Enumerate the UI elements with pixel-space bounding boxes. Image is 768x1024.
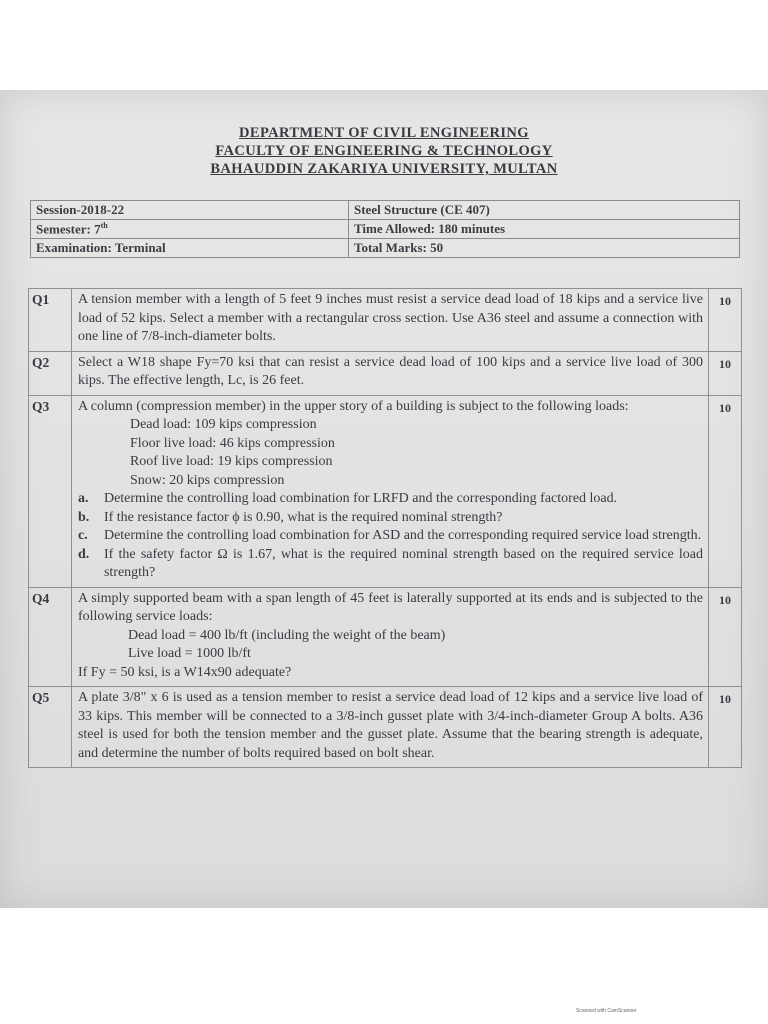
question-row-q1 xyxy=(29,289,742,352)
semester-text: Semester: 7 xyxy=(36,221,101,237)
semester-suffix: th xyxy=(100,221,108,230)
question-marks: 10 xyxy=(709,587,742,687)
sub-question-letter: a. xyxy=(77,491,89,506)
document-header xyxy=(0,124,768,178)
time-allowed-cell: Time Allowed: 180 minutes xyxy=(349,220,740,239)
exam-info-table xyxy=(30,200,740,258)
question-number: Q5 xyxy=(29,687,72,768)
question-intro: A column (compression member) in the upper story of a building is subject to the following loads: xyxy=(77,398,629,414)
question-text: A plate 3/8" x 6 is used as a tension member to resist a service dead load of 12 kips and a service live load of 33 kips. This member will be connected to a 3/8-inch gusset plate with 3/4-inch-diameter Group A bolts. A36 steel is used for both the tension member and the gusset plate. Assume that the bearing strength is adequate, and determine the number of bolts required based on bolt shear. xyxy=(71,687,708,768)
question-closing: If Fy = 50 ksi, is a W14x90 adequate? xyxy=(77,664,292,680)
load-item: Snow: 20 kips compression xyxy=(129,472,285,488)
faculty-title: FACULTY OF ENGINEERING & TECHNOLOGY xyxy=(215,143,553,159)
course-cell: Steel Structure (CE 407) xyxy=(349,201,740,220)
university-title: BAHAUDDIN ZAKARIYA UNIVERSITY, MULTAN xyxy=(210,161,558,177)
load-item: Floor live load: 46 kips compression xyxy=(129,435,335,451)
sub-question xyxy=(78,527,703,546)
semester-cell xyxy=(31,220,349,239)
question-marks: 10 xyxy=(709,289,742,352)
question-text: A tension member with a length of 5 feet 9 inches must resist a service dead load of 18 kips and a service live load of 52 kips. Select a member with a rectangular cross section. Use A36 steel and assume a connection with one line of 7/8-inch-diameter bolts. xyxy=(71,289,708,352)
sub-question xyxy=(78,490,703,509)
total-marks-cell: Total Marks: 50 xyxy=(349,239,740,258)
question-marks: 10 xyxy=(709,687,742,768)
examination-cell: Examination: Terminal xyxy=(31,239,349,258)
load-item: Dead load: 109 kips compression xyxy=(129,417,317,432)
sub-question-text: If the safety factor Ω is 1.67, what is the required nominal strength based on the required service load strength? xyxy=(103,546,704,580)
question-row-q3 xyxy=(29,395,742,587)
sub-question-letter: b. xyxy=(77,509,90,525)
question-number: Q1 xyxy=(29,289,72,352)
question-text: Select a W18 shape Fy=70 ksi that can resist a service dead load of 100 kips and a service live load of 300 kips. The effective length, Lc, is 26 feet. xyxy=(71,351,708,395)
question-row-q4 xyxy=(29,587,742,687)
questions-table xyxy=(28,288,742,768)
question-intro: A simply supported beam with a span length of 45 feet is laterally supported at its ends and is subjected to the following service loads: xyxy=(77,590,704,624)
sub-question-text: Determine the controlling load combination for ASD and the corresponding required service load strength. xyxy=(103,528,702,543)
sub-question-text: Determine the controlling load combination for LRFD and the corresponding factored load. xyxy=(103,491,618,506)
question-body xyxy=(71,395,708,587)
question-number: Q3 xyxy=(29,395,72,587)
question-marks: 10 xyxy=(709,351,742,395)
question-number: Q4 xyxy=(29,587,72,687)
sub-question-letter: d. xyxy=(77,546,90,562)
sub-question xyxy=(78,546,703,583)
department-title: DEPARTMENT OF CIVIL ENGINEERING xyxy=(239,125,529,141)
scanner-watermark: Scanned with CamScanner xyxy=(576,1008,637,1014)
question-row-q2 xyxy=(29,351,742,395)
sub-question-letter: c. xyxy=(77,528,88,543)
question-marks: 10 xyxy=(709,395,742,587)
load-item: Live load = 1000 lb/ft xyxy=(127,646,251,661)
load-item: Roof live load: 19 kips compression xyxy=(129,454,333,469)
load-item: Dead load = 400 lb/ft (including the weight of the beam) xyxy=(127,627,446,643)
question-row-q5 xyxy=(29,687,742,768)
sub-question-text: If the resistance factor ϕ is 0.90, what is the required nominal strength? xyxy=(103,509,503,525)
question-number: Q2 xyxy=(29,351,72,395)
sub-question xyxy=(78,509,703,528)
question-body xyxy=(71,587,708,687)
session-cell: Session-2018-22 xyxy=(31,201,349,220)
